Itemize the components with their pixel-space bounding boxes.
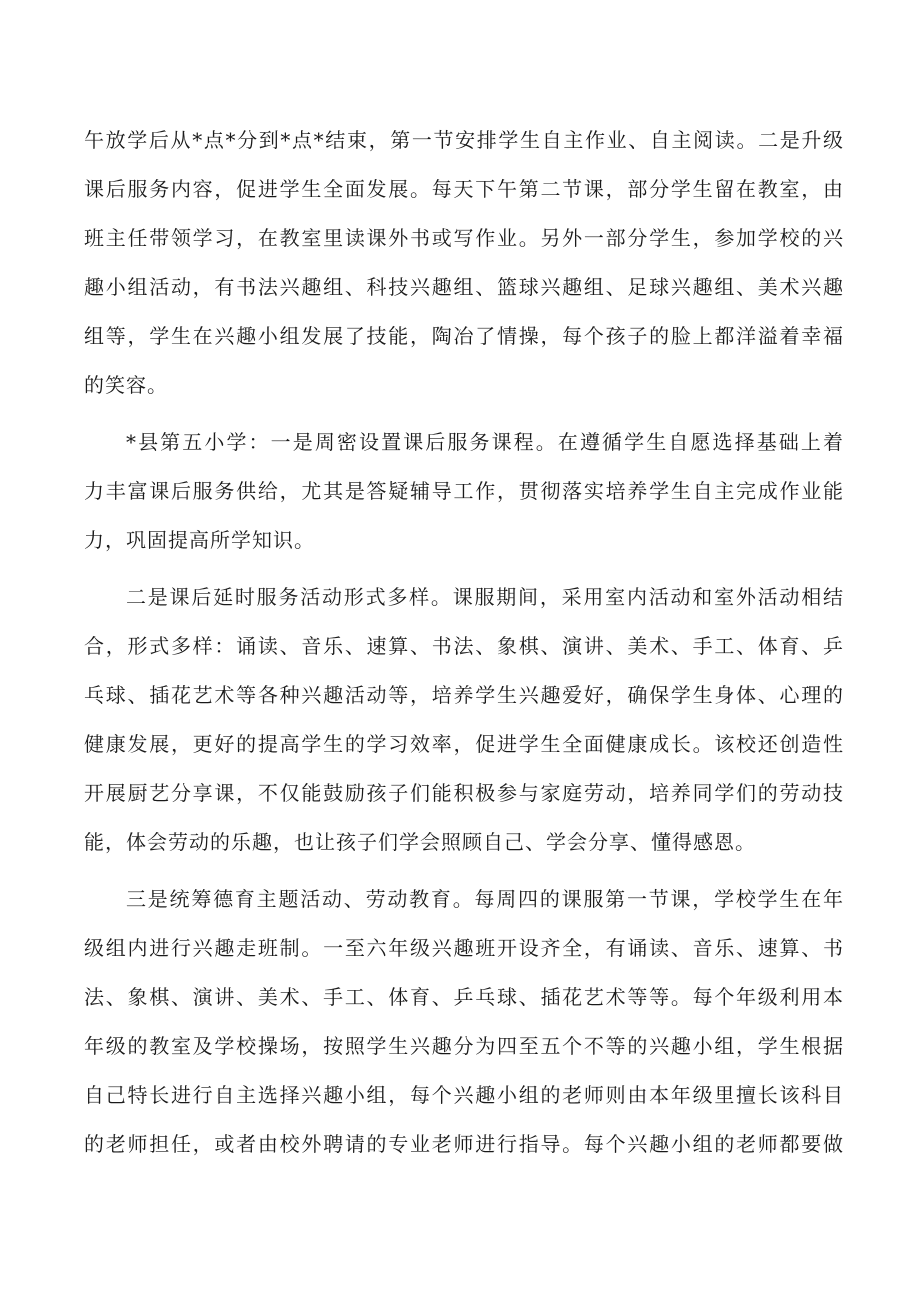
paragraph-1-line-2: 课后服务内容，促进学生全面发展。每天下午第二节课，部分学生留在教室，由	[84, 177, 844, 201]
paragraph-2-line-3: 力，巩固提高所学知识。	[84, 528, 315, 552]
paragraph-3-line-1: 二是课后延时服务活动形式多样。课服期间，采用室内活动和室外活动相结	[126, 585, 844, 609]
paragraph-3-line-6: 能，体会劳动的乐趣，也让孩子们学会照顾自己、学会分享、懂得感恩。	[84, 830, 756, 854]
paragraph-3-line-3: 乓球、插花艺术等各种兴趣活动等，培养学生兴趣爱好，确保学生身体、心理的	[84, 683, 844, 707]
paragraph-1-line-4: 趣小组活动，有书法兴趣组、科技兴趣组、篮球兴趣组、足球兴趣组、美术兴趣	[84, 275, 844, 299]
paragraph-4-line-6: 的老师担任，或者由校外聘请的专业老师进行指导。每个兴趣小组的老师都要做	[84, 1132, 844, 1156]
paragraph-4-line-4: 年级的教室及学校操场，按照学生兴趣分为四至五个不等的兴趣小组，学生根据	[84, 1034, 844, 1058]
paragraph-3-line-2: 合，形式多样：诵读、音乐、速算、书法、象棋、演讲、美术、手工、体育、乒	[84, 634, 844, 658]
paragraph-4-line-5: 自己特长进行自主选择兴趣小组，每个兴趣小组的老师则由本年级里擅长该科目	[84, 1083, 844, 1107]
paragraph-1-line-5: 组等，学生在兴趣小组发展了技能，陶冶了情操，每个孩子的脸上都洋溢着幸福	[84, 324, 844, 348]
paragraph-2-line-2: 力丰富课后服务供给，尤其是答疑辅导工作，贯彻落实培养学生自主完成作业能	[84, 479, 844, 503]
paragraph-1-line-6: 的笑容。	[84, 373, 168, 397]
paragraph-4-line-3: 法、象棋、演讲、美术、手工、体育、乒乓球、插花艺术等等。每个年级利用本	[84, 985, 844, 1009]
paragraph-1-line-1: 午放学后从*点*分到*点*结束，第一节安排学生自主作业、自主阅读。二是升级	[84, 128, 844, 152]
paragraph-1-line-3: 班主任带领学习，在教室里读课外书或写作业。另外一部分学生，参加学校的兴	[84, 226, 844, 250]
paragraph-3-line-5: 开展厨艺分享课，不仅能鼓励孩子们能积极参与家庭劳动，培养同学们的劳动技	[84, 781, 844, 805]
paragraph-2-line-1: *县第五小学：一是周密设置课后服务课程。在遵循学生自愿选择基础上着	[126, 430, 844, 454]
paragraph-3-line-4: 健康发展，更好的提高学生的学习效率，促进学生全面健康成长。该校还创造性	[84, 732, 844, 756]
paragraph-4-line-2: 级组内进行兴趣走班制。一至六年级兴趣班开设齐全，有诵读、音乐、速算、书	[84, 936, 844, 960]
paragraph-4-line-1: 三是统筹德育主题活动、劳动教育。每周四的课服第一节课，学校学生在年	[126, 887, 844, 911]
